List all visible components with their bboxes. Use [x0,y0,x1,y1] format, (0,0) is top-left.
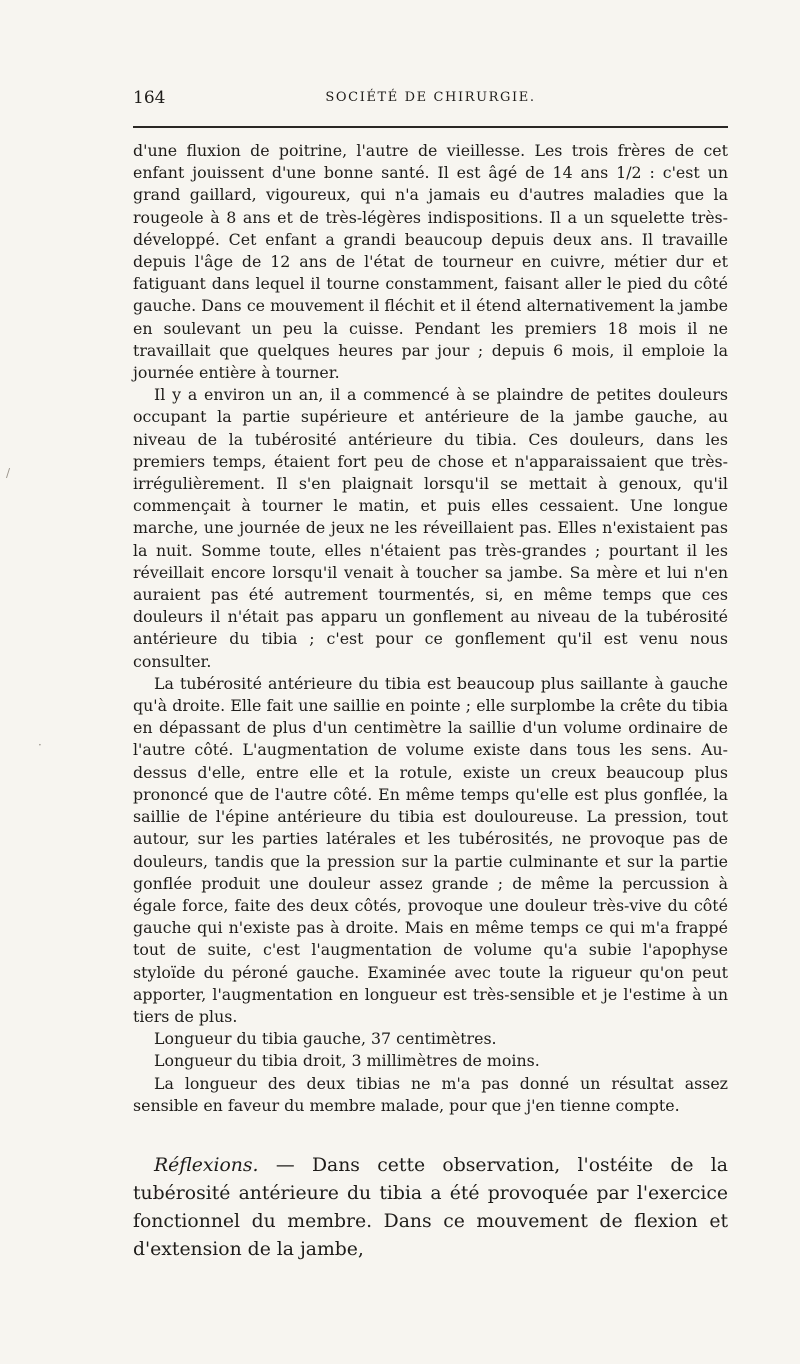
reflexions-text: — Dans cette observation, l'ostéite de la tubérosité antérieure du tibia a été provoquée par l'exercice fonctionnel du membre. Dans ce mouvement de flexion et d'extension de la jambe, [133,1155,728,1260]
body-text [133,140,728,1117]
paragraph: La longueur des deux tibias ne m'a pas donné un résultat assez sensible en faveur du membre malade, pour que j'en tienne compte. [133,1073,728,1115]
measurement-line: Longueur du tibia gauche, 37 centimètres. [154,1029,497,1049]
reflexions-paragraph [133,1152,728,1264]
measurement-line: Longueur du tibia droit, 3 millimètres de moins. [154,1051,540,1071]
page-header [133,88,728,112]
reflexions-section [133,1152,728,1264]
page-number: 164 [133,88,166,108]
margin-speck: · [38,738,42,752]
running-head: SOCIÉTÉ DE CHIRURGIE. [325,90,536,105]
paragraph: La tubérosité antérieure du tibia est beaucoup plus saillante à gauche qu'à droite. Elle fait une saillie en pointe ; elle surplombe la crête du tibia en dépassant de plus d'un centimètre la saillie d'un volume ordinaire de l'autre côté. L'augmentation de volume existe dans tous les sens. Au-dessus d'elle, entre elle et la rotule, existe un creux beaucoup plus prononcé que de l'autre côté. En même temps qu'elle est plus gonflée, la saillie de l'épine antérieure du tibia est douloureuse. La pression, tout autour, sur les parties latérales et les tubérosités, ne provoque pas de douleurs, tandis que la pression sur la partie culminante et sur la partie gonflée produit une douleur assez grande ; de même la percussion à égale force, faite des deux côtés, provoque une douleur très-vive du côté gauche qui n'existe pas à droite. Mais en même temps ce qui m'a frappé tout de suite, c'est l'augmentation de volume qu'a subie l'apophyse styloïde du péroné gauche. Examinée avec toute la rigueur qu'on peut apporter, l'augmentation en longueur est très-sensible et je l'estime à un tiers de plus. [133,673,728,1026]
header-rule [133,126,728,128]
paragraph: d'une fluxion de poitrine, l'autre de vieillesse. Les trois frères de cet enfant jouissent d'une bonne santé. Il est âgé de 14 ans 1/2 : c'est un grand gaillard, vigoureux, qui n'a jamais eu d'autres maladies que la rougeole à 8 ans et de très-légères indispositions. Il a un squelette très-développé. Cet enfant a grandi beaucoup depuis deux ans. Il travaille depuis l'âge de 12 ans de l'état de tourneur en cuivre, métier dur et fatiguant dans lequel il tourne constamment, faisant aller le pied du côté gauche. Dans ce mouvement il fléchit et il étend alternativement la jambe en soulevant un peu la cuisse. Pendant les premiers 18 mois il ne travaillait que quelques heures par jour ; depuis 6 mois, il emploie la journée entière à tourner. [133,141,728,383]
margin-speck: / [6,466,11,480]
reflexions-label: Réflexions. [154,1155,259,1176]
paragraph: Il y a environ un an, il a commencé à se plaindre de petites douleurs occupant la partie supérieure et antérieure de la jambe gauche, au niveau de la tubérosité antérieure du tibia. Ces douleurs, dans les premiers temps, étaient fort peu de chose et n'apparaissaient que très-irrégulièrement. Il s'en plaignait lorsqu'il se mettait à genoux, qu'il commençait à tourner le matin, et puis elles cessaient. Une longue marche, une journée de jeux ne les réveillaient pas. Elles n'existaient pas la nuit. Somme toute, elles n'étaient pas très-grandes ; pourtant il les réveillait encore lorsqu'il venait à toucher sa jambe. Sa mère et lui n'en auraient pas été autrement tourmentés, si, en même temps que ces douleurs il n'était pas apparu un gonflement au niveau de la tubérosité antérieure du tibia ; c'est pour ce gonflement qu'il est venu nous consulter. [133,385,728,671]
